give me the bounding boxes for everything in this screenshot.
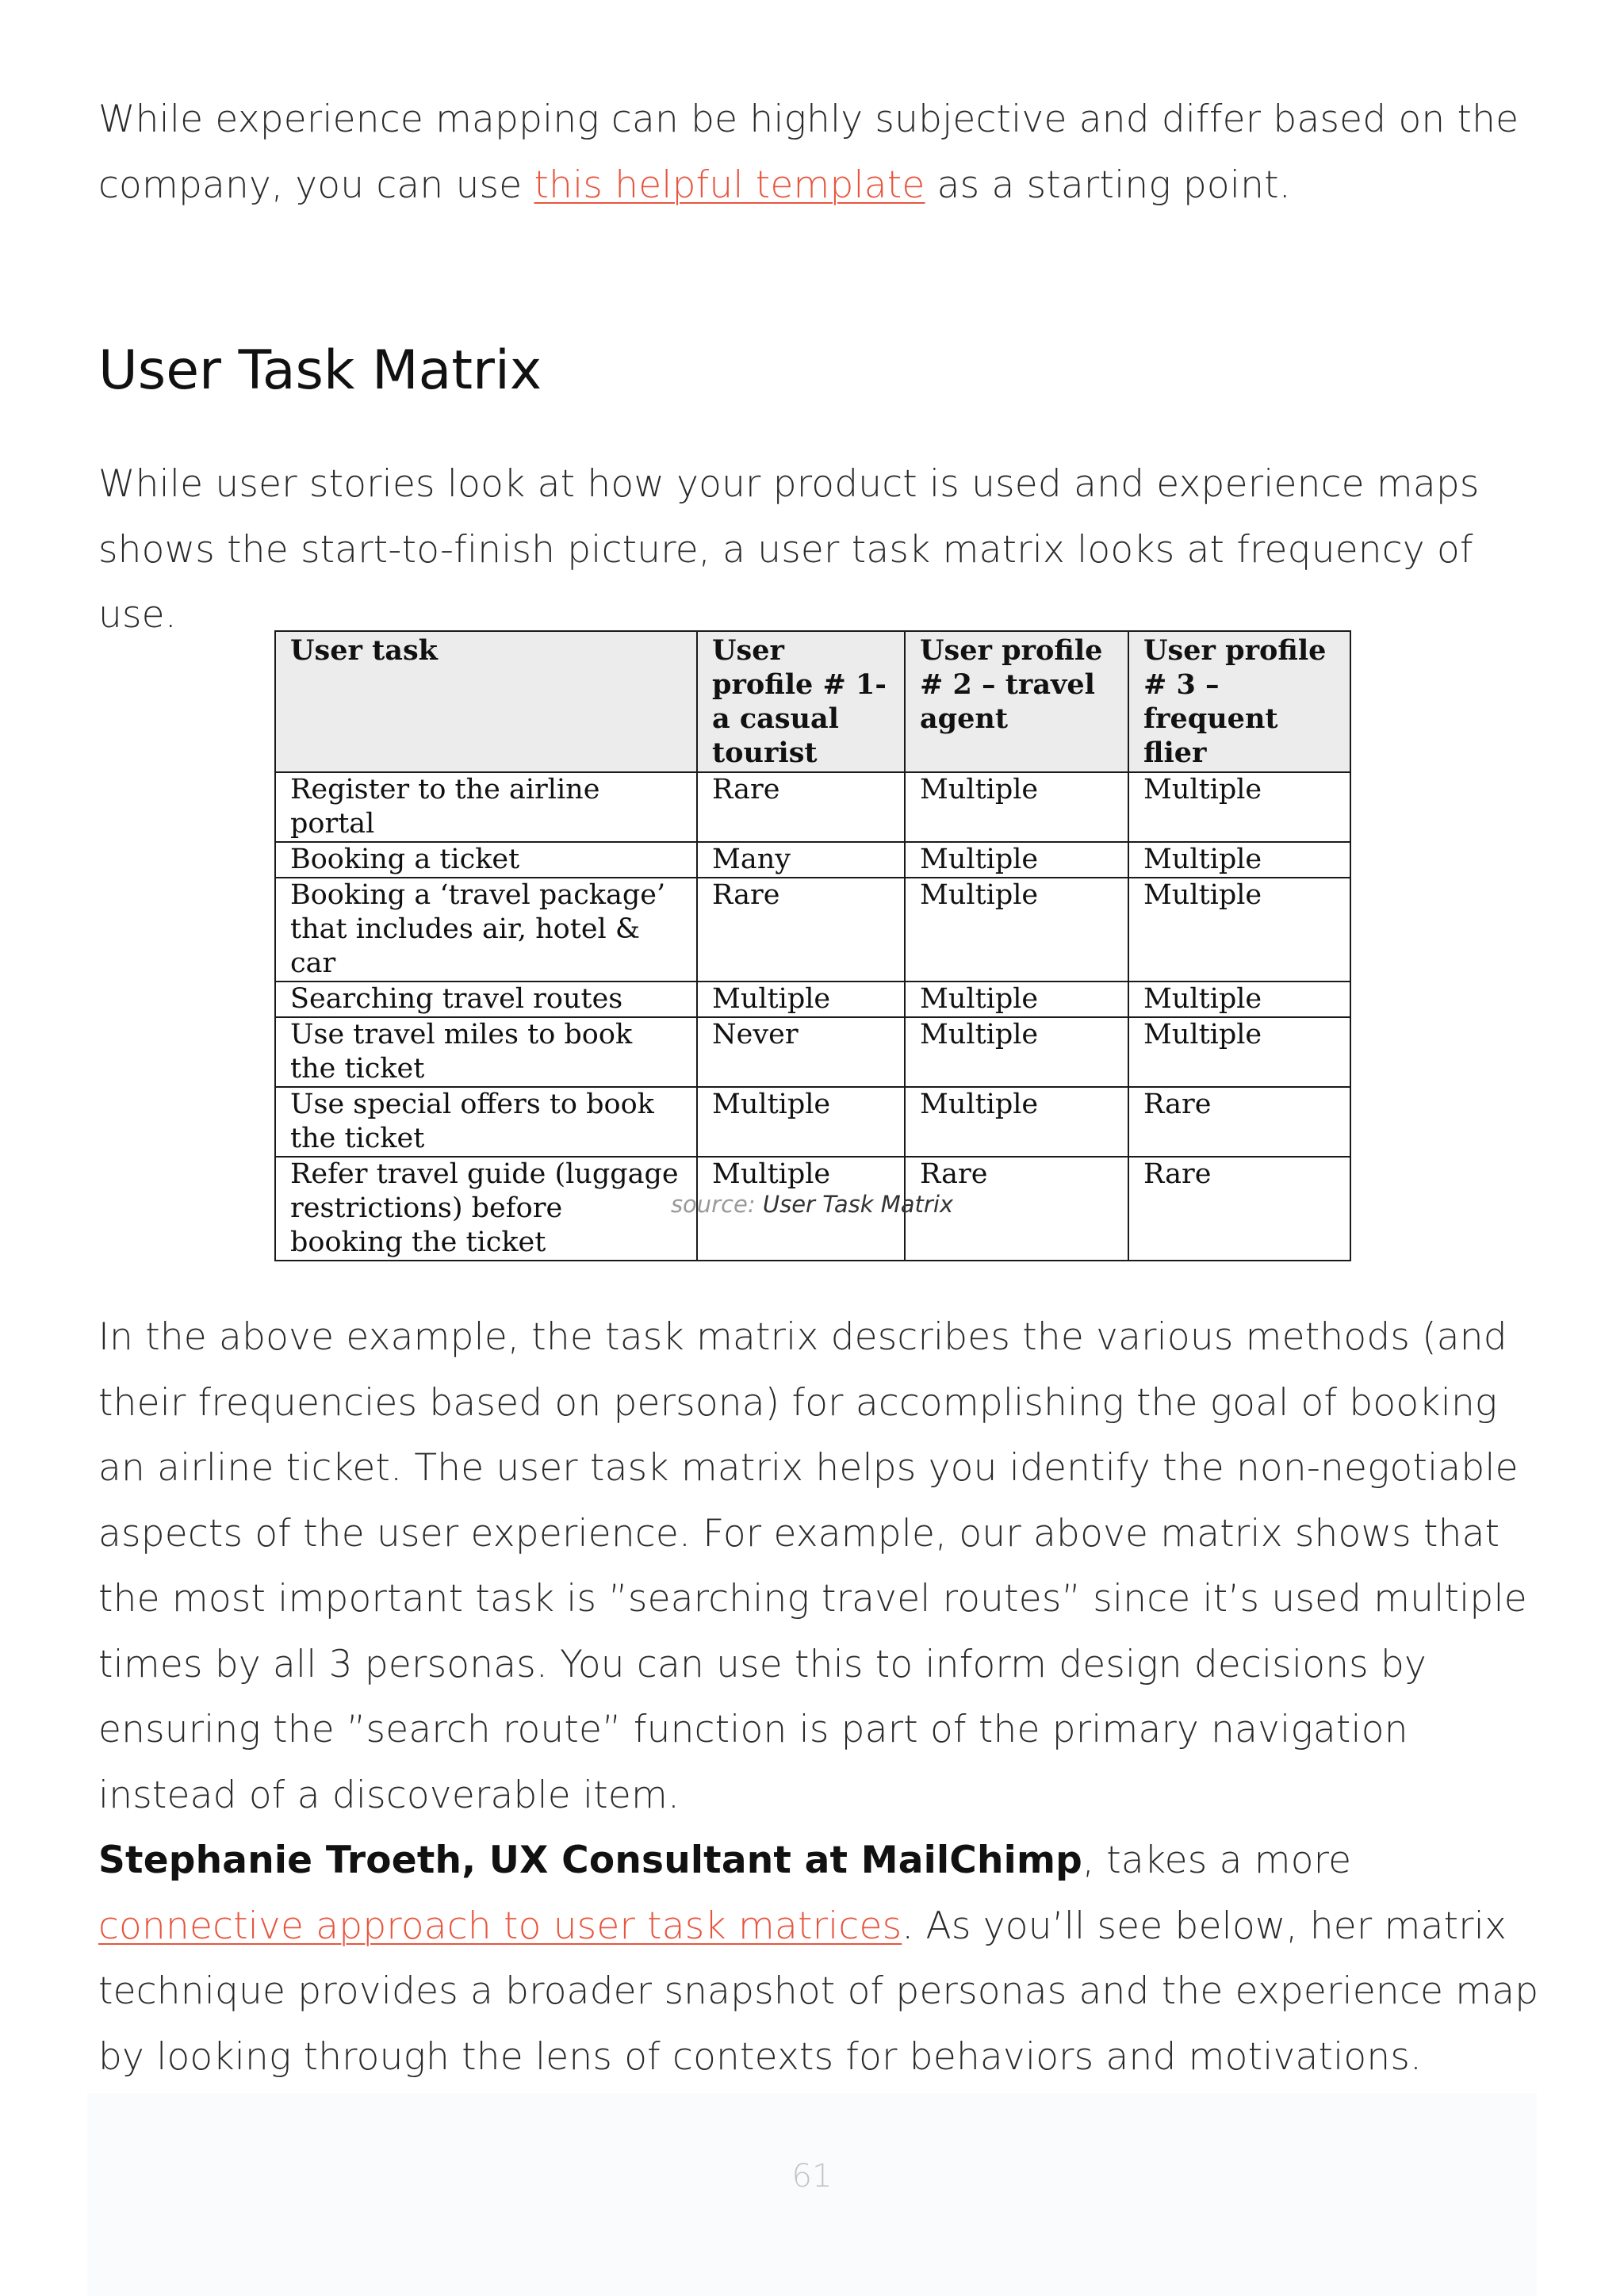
table-row bbox=[275, 842, 1350, 878]
quote-text-end: . As you’ll see below, her matrix technique provides a broader snapshot of personas and the experience map by looking through the lens of contexts for behaviors and motivations. bbox=[98, 1904, 1539, 2079]
table-row bbox=[275, 878, 1350, 982]
frequency-cell: Multiple bbox=[697, 1157, 905, 1261]
figure-caption bbox=[0, 1191, 1624, 1218]
page-footer-band bbox=[87, 2093, 1537, 2296]
header-profile-2: User profile # 2 – travel agent bbox=[905, 631, 1128, 772]
frequency-cell: Multiple bbox=[905, 878, 1128, 982]
frequency-cell: Rare bbox=[1128, 1157, 1350, 1261]
task-cell: Refer travel guide (luggage restrictions) before booking the ticket bbox=[275, 1157, 697, 1261]
author-name: Stephanie Troeth, UX Consultant at MailChimp bbox=[98, 1839, 1082, 1882]
table-header-row bbox=[275, 631, 1350, 772]
user-task-matrix-table bbox=[274, 630, 1351, 1261]
task-cell: Searching travel routes bbox=[275, 982, 697, 1017]
user-task-matrix-figure bbox=[274, 630, 1350, 1261]
frequency-cell: Multiple bbox=[1128, 982, 1350, 1017]
quote-text-start: , takes a more bbox=[1082, 1839, 1352, 1882]
frequency-cell: Never bbox=[697, 1017, 905, 1087]
frequency-cell: Multiple bbox=[1128, 842, 1350, 878]
frequency-cell: Multiple bbox=[905, 1087, 1128, 1157]
frequency-cell: Multiple bbox=[905, 842, 1128, 878]
table-row bbox=[275, 1087, 1350, 1157]
intro-text-end: as a starting point. bbox=[925, 163, 1291, 207]
header-user-task: User task bbox=[275, 631, 697, 772]
caption-text: User Task Matrix bbox=[762, 1191, 954, 1218]
frequency-cell: Multiple bbox=[1128, 1017, 1350, 1087]
frequency-cell: Multiple bbox=[697, 982, 905, 1017]
frequency-cell: Many bbox=[697, 842, 905, 878]
connective-approach-link[interactable]: connective approach to user task matrices bbox=[98, 1904, 902, 1948]
task-cell: Register to the airline portal bbox=[275, 772, 697, 842]
table-row bbox=[275, 772, 1350, 842]
task-cell: Booking a ticket bbox=[275, 842, 697, 878]
frequency-cell: Rare bbox=[697, 772, 905, 842]
frequency-cell: Multiple bbox=[905, 772, 1128, 842]
frequency-cell: Rare bbox=[697, 878, 905, 982]
header-profile-3: User profile # 3 – frequent flier bbox=[1128, 631, 1350, 772]
frequency-cell: Rare bbox=[1128, 1087, 1350, 1157]
helpful-template-link[interactable]: this helpful template bbox=[534, 163, 925, 207]
quote-paragraph bbox=[98, 1828, 1542, 2090]
task-cell: Use travel miles to book the ticket bbox=[275, 1017, 697, 1087]
section-intro-paragraph: While user stories look at how your product is used and experience maps shows the start-to-finish picture, a user task matrix looks at frequency of use. bbox=[98, 462, 1480, 637]
task-cell: Use special offers to book the ticket bbox=[275, 1087, 697, 1157]
frequency-cell: Multiple bbox=[905, 982, 1128, 1017]
intro-paragraph bbox=[98, 87, 1542, 218]
intro-text-start: While experience mapping can be highly subjective and differ based on the company, you can use bbox=[98, 98, 1519, 207]
task-cell: Booking a ‘travel package’ that includes air, hotel & car bbox=[275, 878, 697, 982]
frequency-cell: Multiple bbox=[1128, 772, 1350, 842]
frequency-cell: Multiple bbox=[905, 1017, 1128, 1087]
section-heading: User Task Matrix bbox=[98, 339, 542, 402]
caption-label: source: bbox=[670, 1191, 763, 1218]
table-row bbox=[275, 982, 1350, 1017]
frequency-cell: Multiple bbox=[697, 1087, 905, 1157]
table-row bbox=[275, 1017, 1350, 1087]
frequency-cell: Multiple bbox=[1128, 878, 1350, 982]
frequency-cell: Rare bbox=[905, 1157, 1128, 1261]
page-number: 61 bbox=[791, 2158, 833, 2195]
header-profile-1: User profile # 1- a casual tourist bbox=[697, 631, 905, 772]
explanation-paragraph: In the above example, the task matrix describes the various methods (and their frequencies based on persona) for accomplishing the goal of booking an airline ticket. The user task matrix helps you identify the non-negotiable aspects of the user experience. For example, our above matrix shows that the most important task is ”searching travel routes” since it’s used multiple times by all 3 personas. You can use this to inform design decisions by ensuring the ”search route” function is part of the primary navigation instead of a discoverable item. bbox=[98, 1315, 1527, 1817]
